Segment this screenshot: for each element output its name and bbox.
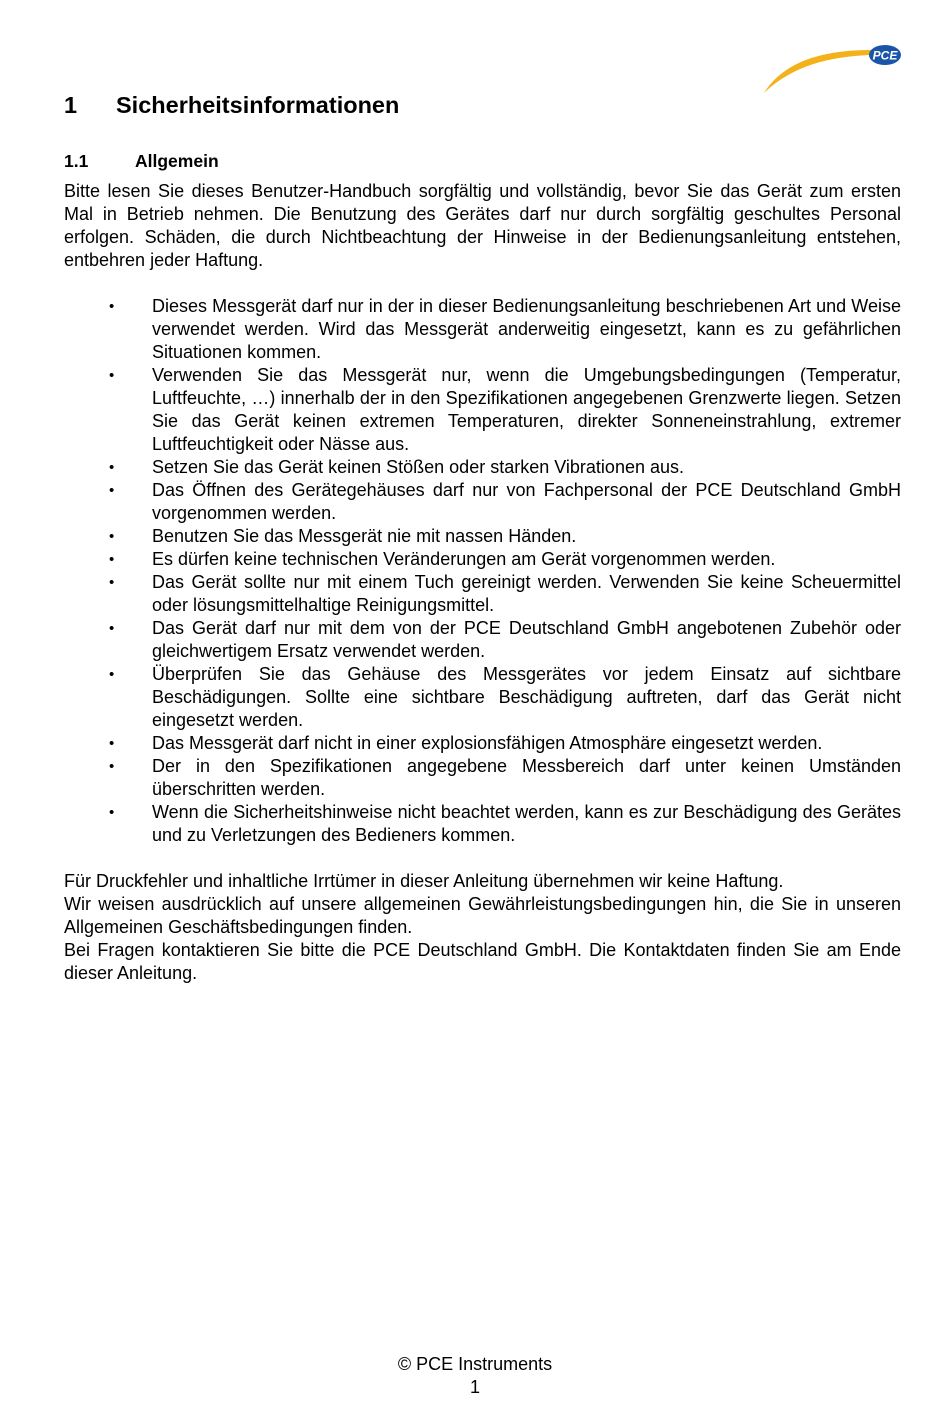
bullet-item [64, 732, 901, 755]
bullet-text: Wenn die Sicherheitshinweise nicht beachtet werden, kann es zur Beschädigung des Gerätes und zu Verletzungen des Bedieners kommen. [152, 802, 901, 845]
bullet-dot-icon: • [109, 551, 115, 568]
bullet-item [64, 801, 901, 847]
closing-paragraph: Wir weisen ausdrücklich auf unsere allgemeinen Gewährleistungsbedingungen hin, die Sie in unseren Allgemeinen Geschäftsbedingungen finden. [64, 894, 901, 937]
bullet-item [64, 479, 901, 525]
bullet-dot-icon: • [109, 298, 115, 315]
bullet-dot-icon: • [109, 528, 115, 545]
bullet-item [64, 571, 901, 617]
bullet-text: Überprüfen Sie das Gehäuse des Messgerätes vor jedem Einsatz auf sichtbare Beschädigungen. Sollte eine sichtbare Beschädigung auftreten, darf das Gerät nicht eingesetzt werden. [152, 664, 901, 730]
bullet-dot-icon: • [109, 367, 115, 384]
document-body [64, 180, 901, 985]
bullet-text: Dieses Messgerät darf nur in der in dieser Bedienungsanleitung beschriebenen Art und Weise verwendet werden. Wird das Messgerät anderweitig eingesetzt, kann es zu gefährlichen Situationen kommen. [152, 296, 901, 362]
bullet-item [64, 295, 901, 364]
bullet-text: Das Gerät sollte nur mit einem Tuch gereinigt werden. Verwenden Sie keine Scheuermittel oder lösungsmittelhaltige Reinigungsmittel. [152, 572, 901, 615]
bullet-item [64, 663, 901, 732]
bullet-text: Es dürfen keine technischen Veränderungen am Gerät vorgenommen werden. [152, 549, 776, 569]
bullet-text: Der in den Spezifikationen angegebene Messbereich darf unter keinen Umständen überschritten werden. [152, 756, 901, 799]
bullet-item [64, 617, 901, 663]
bullet-item [64, 525, 901, 548]
svg-text:PCE: PCE [872, 48, 898, 63]
page-number: 1 [469, 1377, 480, 1397]
bullet-dot-icon: • [109, 459, 115, 476]
bullet-dot-icon: • [109, 620, 115, 637]
bullet-text: Benutzen Sie das Messgerät nie mit nassen Händen. [152, 526, 577, 546]
intro-paragraph: Bitte lesen Sie dieses Benutzer-Handbuch sorgfältig und vollständig, bevor Sie das Gerät zum ersten Mal in Betrieb nehmen. Die Benutzung des Gerätes darf nur durch sorgfältig geschultes Personal erfolgen. Schäden, die durch Nichtbeachtung der Hinweise in der Bedienungsanleitung entstehen, entbehren jeder Haftung. [64, 181, 901, 270]
closing-section [64, 870, 901, 985]
section-number: 1 [64, 92, 78, 118]
page-footer [0, 1353, 950, 1399]
bullet-text: Das Messgerät darf nicht in einer explosionsfähigen Atmosphäre eingesetzt werden. [152, 733, 823, 753]
bullet-item [64, 456, 901, 479]
bullet-item [64, 755, 901, 801]
bullet-dot-icon: • [109, 758, 115, 775]
bullet-text: Verwenden Sie das Messgerät nur, wenn die Umgebungsbedingungen (Temperatur, Luftfeuchte, …) innerhalb der in den Spezifikationen angegebenen Grenzwerte liegen. Setzen Sie das Gerät keinen extremen Temperaturen, direkter Sonneneinstrahlung, extremer Luftfeuchtigkeit oder Nässe aus. [152, 365, 901, 454]
bullet-text: Das Gerät darf nur mit dem von der PCE Deutschland GmbH angebotenen Zubehör oder gleichwertigem Ersatz verwendet werden. [152, 618, 901, 661]
section-heading [64, 92, 399, 119]
bullet-dot-icon: • [109, 482, 115, 499]
bullet-dot-icon: • [109, 804, 115, 821]
bullet-text: Das Öffnen des Gerätegehäuses darf nur von Fachpersonal der PCE Deutschland GmbH vorgenommen werden. [152, 480, 901, 523]
bullet-item [64, 364, 901, 456]
bullet-dot-icon: • [109, 735, 115, 752]
closing-paragraph: Für Druckfehler und inhaltliche Irrtümer in dieser Anleitung übernehmen wir keine Haftung. [64, 871, 784, 891]
bullet-item [64, 548, 901, 571]
subsection-title: Allgemein [135, 151, 219, 171]
subsection-heading [64, 151, 219, 172]
footer-copyright: © PCE Instruments [397, 1354, 553, 1374]
subsection-number: 1.1 [64, 151, 89, 171]
bullet-dot-icon: • [109, 574, 115, 591]
bullet-text: Setzen Sie das Gerät keinen Stößen oder starken Vibrationen aus. [152, 457, 684, 477]
section-title: Sicherheitsinformationen [116, 92, 400, 118]
safety-bullet-list [64, 295, 901, 847]
closing-paragraph: Bei Fragen kontaktieren Sie bitte die PCE Deutschland GmbH. Die Kontaktdaten finden Sie am Ende dieser Anleitung. [64, 940, 901, 983]
bullet-dot-icon: • [109, 666, 115, 683]
pce-logo [760, 38, 910, 98]
